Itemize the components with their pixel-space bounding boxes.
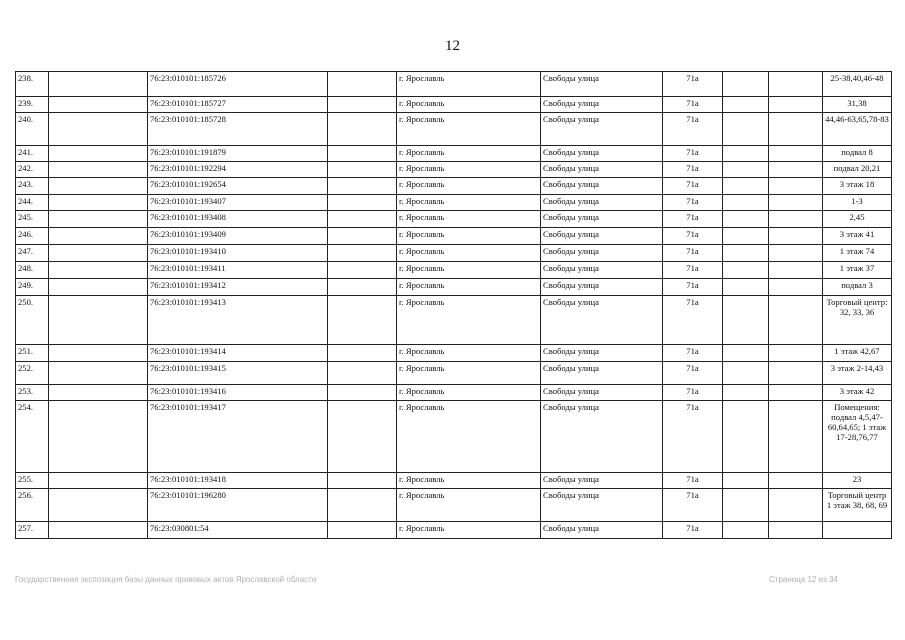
cadastral-number: 76:23:010101:193410 — [148, 245, 328, 262]
cadastral-number: 76:23:010101:193417 — [148, 401, 328, 473]
blank-cell — [49, 162, 148, 178]
row-number: 240. — [16, 113, 49, 146]
blank-cell — [769, 489, 823, 522]
house-number: 71а — [663, 162, 723, 178]
row-number: 247. — [16, 245, 49, 262]
table-row — [16, 195, 892, 211]
cadastral-number: 76:23:010101:193411 — [148, 262, 328, 279]
street: Свободы улица — [541, 211, 663, 228]
premises: 2,45 — [823, 211, 892, 228]
blank-cell — [328, 345, 397, 362]
cadastral-number: 76:23:010101:193415 — [148, 362, 328, 385]
row-number: 250. — [16, 296, 49, 345]
blank-cell — [328, 385, 397, 401]
cadastral-number: 76:23:010101:185728 — [148, 113, 328, 146]
blank-cell — [769, 72, 823, 97]
page-number: 12 — [445, 38, 460, 54]
table-row — [16, 211, 892, 228]
blank-cell — [328, 195, 397, 211]
street: Свободы улица — [541, 279, 663, 296]
blank-cell — [769, 178, 823, 195]
blank-cell — [723, 97, 769, 113]
blank-cell — [769, 245, 823, 262]
city: г. Ярославль — [397, 72, 541, 97]
blank-cell — [769, 228, 823, 245]
blank-cell — [769, 97, 823, 113]
street: Свободы улица — [541, 522, 663, 539]
blank-cell — [769, 385, 823, 401]
premises: Торговый центр 1 этаж 38, 68, 69 — [823, 489, 892, 522]
blank-cell — [328, 489, 397, 522]
blank-cell — [769, 211, 823, 228]
street: Свободы улица — [541, 162, 663, 178]
city: г. Ярославль — [397, 345, 541, 362]
row-number: 246. — [16, 228, 49, 245]
house-number: 71а — [663, 362, 723, 385]
table-row — [16, 522, 892, 539]
table-row — [16, 489, 892, 522]
cadastral-number: 76:23:030801:54 — [148, 522, 328, 539]
blank-cell — [49, 296, 148, 345]
house-number: 71а — [663, 97, 723, 113]
blank-cell — [769, 113, 823, 146]
row-number: 252. — [16, 362, 49, 385]
row-number: 248. — [16, 262, 49, 279]
street: Свободы улица — [541, 262, 663, 279]
city: г. Ярославль — [397, 385, 541, 401]
street: Свободы улица — [541, 245, 663, 262]
table-row — [16, 228, 892, 245]
premises: 1 этаж 37 — [823, 262, 892, 279]
blank-cell — [49, 473, 148, 489]
blank-cell — [49, 72, 148, 97]
street: Свободы улица — [541, 97, 663, 113]
blank-cell — [723, 489, 769, 522]
city: г. Ярославль — [397, 279, 541, 296]
premises: 3 этаж 18 — [823, 178, 892, 195]
house-number: 71а — [663, 401, 723, 473]
premises: 3 этаж 42 — [823, 385, 892, 401]
house-number: 71а — [663, 211, 723, 228]
blank-cell — [328, 97, 397, 113]
city: г. Ярославль — [397, 162, 541, 178]
house-number: 71а — [663, 146, 723, 162]
blank-cell — [49, 279, 148, 296]
blank-cell — [723, 146, 769, 162]
city: г. Ярославль — [397, 489, 541, 522]
blank-cell — [49, 113, 148, 146]
footer-page-count: Страница 12 из 34 — [769, 575, 838, 584]
city: г. Ярославль — [397, 211, 541, 228]
blank-cell — [769, 345, 823, 362]
blank-cell — [723, 345, 769, 362]
street: Свободы улица — [541, 113, 663, 146]
table-row — [16, 279, 892, 296]
house-number: 71а — [663, 195, 723, 211]
table-row — [16, 113, 892, 146]
row-number: 244. — [16, 195, 49, 211]
blank-cell — [328, 473, 397, 489]
row-number: 257. — [16, 522, 49, 539]
blank-cell — [328, 401, 397, 473]
blank-cell — [49, 522, 148, 539]
city: г. Ярославль — [397, 362, 541, 385]
row-number: 254. — [16, 401, 49, 473]
cadastral-number: 76:23:010101:185726 — [148, 72, 328, 97]
city: г. Ярославль — [397, 473, 541, 489]
cadastral-number: 76:23:010101:191879 — [148, 146, 328, 162]
table-row — [16, 146, 892, 162]
blank-cell — [723, 279, 769, 296]
premises: 23 — [823, 473, 892, 489]
blank-cell — [723, 72, 769, 97]
row-number: 255. — [16, 473, 49, 489]
table-row — [16, 97, 892, 113]
cadastral-number: 76:23:010101:196280 — [148, 489, 328, 522]
street: Свободы улица — [541, 228, 663, 245]
table-row — [16, 362, 892, 385]
blank-cell — [769, 296, 823, 345]
blank-cell — [769, 473, 823, 489]
house-number: 71а — [663, 178, 723, 195]
blank-cell — [769, 522, 823, 539]
row-number: 245. — [16, 211, 49, 228]
city: г. Ярославль — [397, 401, 541, 473]
cadastral-number: 76:23:010101:193416 — [148, 385, 328, 401]
blank-cell — [49, 211, 148, 228]
house-number: 71а — [663, 72, 723, 97]
blank-cell — [769, 401, 823, 473]
blank-cell — [49, 97, 148, 113]
house-number: 71а — [663, 113, 723, 146]
blank-cell — [328, 262, 397, 279]
blank-cell — [49, 178, 148, 195]
premises: 3 этаж 2-14,43 — [823, 362, 892, 385]
street: Свободы улица — [541, 146, 663, 162]
cadastral-number: 76:23:010101:193413 — [148, 296, 328, 345]
city: г. Ярославль — [397, 522, 541, 539]
street: Свободы улица — [541, 345, 663, 362]
street: Свободы улица — [541, 178, 663, 195]
house-number: 71а — [663, 228, 723, 245]
blank-cell — [723, 385, 769, 401]
premises: 1 этаж 74 — [823, 245, 892, 262]
house-number: 71а — [663, 473, 723, 489]
blank-cell — [328, 245, 397, 262]
blank-cell — [49, 245, 148, 262]
house-number: 71а — [663, 385, 723, 401]
blank-cell — [328, 178, 397, 195]
blank-cell — [723, 522, 769, 539]
premises: подвал 8 — [823, 146, 892, 162]
blank-cell — [723, 178, 769, 195]
city: г. Ярославль — [397, 296, 541, 345]
premises: 1 этаж 42,67 — [823, 345, 892, 362]
row-number: 251. — [16, 345, 49, 362]
blank-cell — [723, 296, 769, 345]
premises: 25-38,40,46-48 — [823, 72, 892, 97]
cadastral-number: 76:23:010101:193418 — [148, 473, 328, 489]
premises: Помещения: подвал 4,5,47-60,64,65; 1 этаж 17-28,76,77 — [823, 401, 892, 473]
cadastral-number: 76:23:010101:193409 — [148, 228, 328, 245]
blank-cell — [723, 362, 769, 385]
table-row — [16, 72, 892, 97]
house-number: 71а — [663, 245, 723, 262]
table-row — [16, 385, 892, 401]
blank-cell — [769, 162, 823, 178]
premises: 1-3 — [823, 195, 892, 211]
blank-cell — [328, 72, 397, 97]
city: г. Ярославль — [397, 146, 541, 162]
blank-cell — [723, 228, 769, 245]
blank-cell — [328, 113, 397, 146]
registry-rows — [16, 72, 892, 539]
street: Свободы улица — [541, 362, 663, 385]
blank-cell — [49, 146, 148, 162]
blank-cell — [723, 401, 769, 473]
blank-cell — [723, 211, 769, 228]
blank-cell — [723, 113, 769, 146]
premises: подвал 3 — [823, 279, 892, 296]
blank-cell — [328, 146, 397, 162]
blank-cell — [769, 279, 823, 296]
row-number: 249. — [16, 279, 49, 296]
blank-cell — [328, 362, 397, 385]
cadastral-number: 76:23:010101:193412 — [148, 279, 328, 296]
table-row — [16, 245, 892, 262]
blank-cell — [723, 245, 769, 262]
row-number: 239. — [16, 97, 49, 113]
city: г. Ярославль — [397, 97, 541, 113]
blank-cell — [328, 296, 397, 345]
blank-cell — [769, 146, 823, 162]
footer-source: Государственная экспозиция базы данных правовых актов Ярославской области — [15, 575, 317, 584]
house-number: 71а — [663, 489, 723, 522]
house-number: 71а — [663, 279, 723, 296]
house-number: 71а — [663, 262, 723, 279]
table-row — [16, 296, 892, 345]
city: г. Ярославль — [397, 113, 541, 146]
blank-cell — [49, 228, 148, 245]
cadastral-number: 76:23:010101:193408 — [148, 211, 328, 228]
blank-cell — [723, 195, 769, 211]
row-number: 256. — [16, 489, 49, 522]
premises: 31,38 — [823, 97, 892, 113]
premises: 3 этаж 41 — [823, 228, 892, 245]
premises: подвал 20,21 — [823, 162, 892, 178]
house-number: 71а — [663, 345, 723, 362]
city: г. Ярославль — [397, 195, 541, 211]
table-row — [16, 401, 892, 473]
blank-cell — [328, 279, 397, 296]
premises: 44,46-63,65,78-83 — [823, 113, 892, 146]
table-row — [16, 162, 892, 178]
city: г. Ярославль — [397, 262, 541, 279]
street: Свободы улица — [541, 489, 663, 522]
street: Свободы улица — [541, 385, 663, 401]
row-number: 241. — [16, 146, 49, 162]
registry-table — [15, 71, 892, 539]
cadastral-number: 76:23:010101:193414 — [148, 345, 328, 362]
blank-cell — [328, 162, 397, 178]
blank-cell — [769, 262, 823, 279]
city: г. Ярославль — [397, 228, 541, 245]
street: Свободы улица — [541, 296, 663, 345]
table-row — [16, 473, 892, 489]
city: г. Ярославль — [397, 245, 541, 262]
blank-cell — [49, 401, 148, 473]
cadastral-number: 76:23:010101:192294 — [148, 162, 328, 178]
blank-cell — [769, 362, 823, 385]
blank-cell — [723, 473, 769, 489]
table-row — [16, 345, 892, 362]
cadastral-number: 76:23:010101:185727 — [148, 97, 328, 113]
table-row — [16, 262, 892, 279]
row-number: 253. — [16, 385, 49, 401]
table-row — [16, 178, 892, 195]
street: Свободы улица — [541, 72, 663, 97]
house-number: 71а — [663, 296, 723, 345]
house-number: 71а — [663, 522, 723, 539]
blank-cell — [723, 162, 769, 178]
blank-cell — [49, 345, 148, 362]
blank-cell — [328, 228, 397, 245]
row-number: 242. — [16, 162, 49, 178]
cadastral-number: 76:23:010101:193407 — [148, 195, 328, 211]
blank-cell — [49, 195, 148, 211]
premises: Торговый центр: 32, 33, 36 — [823, 296, 892, 345]
row-number: 243. — [16, 178, 49, 195]
blank-cell — [49, 489, 148, 522]
street: Свободы улица — [541, 473, 663, 489]
blank-cell — [723, 262, 769, 279]
blank-cell — [49, 385, 148, 401]
blank-cell — [328, 211, 397, 228]
row-number: 238. — [16, 72, 49, 97]
city: г. Ярославль — [397, 178, 541, 195]
blank-cell — [328, 522, 397, 539]
blank-cell — [49, 362, 148, 385]
cadastral-number: 76:23:010101:192654 — [148, 178, 328, 195]
street: Свободы улица — [541, 401, 663, 473]
street: Свободы улица — [541, 195, 663, 211]
blank-cell — [49, 262, 148, 279]
premises — [823, 522, 892, 539]
blank-cell — [769, 195, 823, 211]
